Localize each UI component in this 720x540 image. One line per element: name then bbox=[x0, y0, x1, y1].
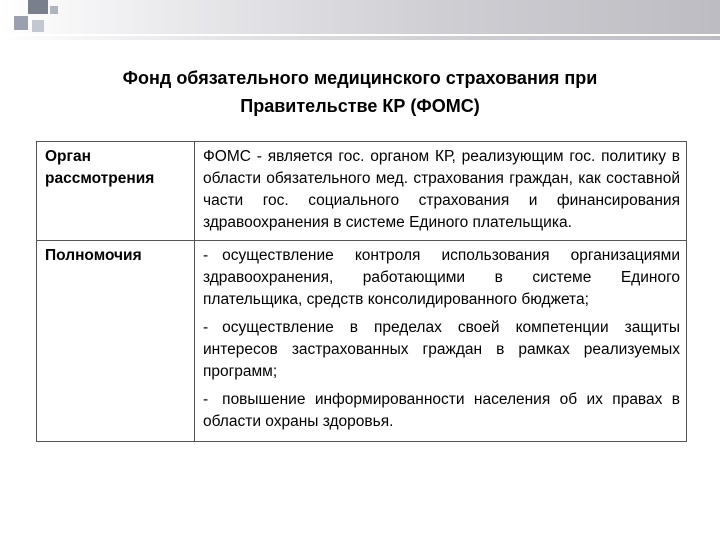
row-label-line: рассмотрения bbox=[45, 170, 155, 187]
row-label-cell bbox=[37, 241, 195, 442]
decor-square bbox=[28, 0, 48, 14]
decor-square bbox=[50, 6, 58, 14]
list-item-text: повышение информированности населения об их правах в области охраны здоровья. bbox=[203, 391, 680, 430]
row-label-line: Полномочия bbox=[45, 247, 142, 264]
slide-title bbox=[40, 64, 680, 120]
slide-title-line1: Фонд обязательного медицинского страхования при bbox=[122, 68, 598, 88]
table-row bbox=[37, 241, 687, 442]
header-band bbox=[0, 0, 720, 40]
list-item-dash: - bbox=[203, 391, 209, 408]
list-item-text: осуществление в пределах своей компетенции защиты интересов застрахованных граждан в рамках реализуемых программ; bbox=[203, 319, 680, 380]
row-content-cell bbox=[195, 241, 687, 442]
list-item bbox=[203, 245, 680, 311]
list-item-dash: - bbox=[203, 319, 209, 336]
header-band-line bbox=[0, 34, 720, 36]
row-label-line: Орган bbox=[45, 148, 91, 165]
list-item bbox=[203, 389, 680, 433]
slide-title-line2: Правительстве КР (ФОМС) bbox=[240, 96, 480, 116]
table-row bbox=[37, 142, 687, 241]
decor-square bbox=[32, 20, 44, 32]
row-content-text: ФОМС - является гос. органом КР, реализующим гос. политику в области обязательного мед. страхования граждан, как составной части гос. социального страхования и финансирования здравоохранения в системе Единого плательщика. bbox=[203, 148, 680, 231]
list-item-dash: - bbox=[203, 247, 209, 264]
row-label-cell bbox=[37, 142, 195, 241]
list-item-text: осуществление контроля использования организациями здравоохранения, работающими в системе Единого плательщика, средств консолидированного бюджета; bbox=[203, 247, 680, 308]
info-table bbox=[36, 141, 687, 442]
decor-square bbox=[14, 16, 28, 30]
row-content-cell bbox=[195, 142, 687, 241]
list-item bbox=[203, 317, 680, 383]
